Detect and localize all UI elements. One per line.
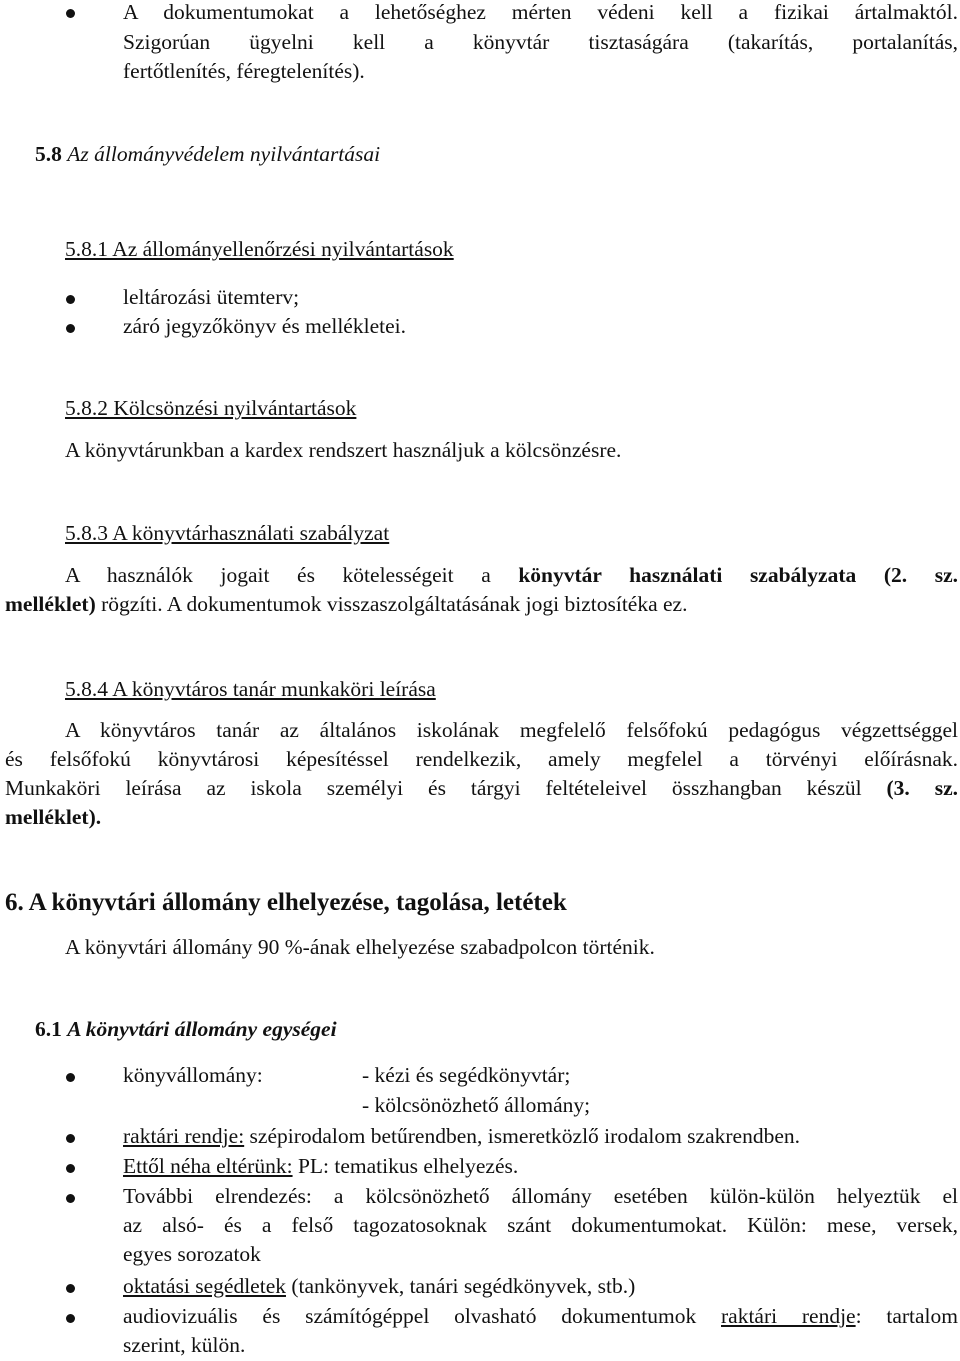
bullet-icon [66, 1194, 75, 1203]
underlined-segment: Ettől néha eltérünk: [123, 1154, 293, 1178]
bullet-icon [66, 1073, 75, 1082]
list-item-line-1: További elrendezés: a kölcsönözhető állomány esetében külön-külön helyeztük el [123, 1184, 958, 1208]
section-title: A könyvtári állomány elhelyezése, tagolása, letétek [28, 889, 567, 916]
bullet-icon [66, 9, 75, 18]
bullet-icon [66, 1164, 75, 1173]
text-segment: szépirodalom betűrendben, ismeretközlő irodalom szakrendben. [244, 1124, 801, 1148]
bullet-icon [66, 324, 75, 333]
list-item-line-1 [123, 1304, 958, 1329]
bold-segment: melléklet) [5, 592, 96, 616]
text-segment: : tartalom [855, 1304, 959, 1328]
text-segment: PL: tematikus elhelyezés. [292, 1154, 519, 1178]
text-segment: A használók jogait és kötelességeit a [65, 563, 491, 587]
list-item-label: könyvállomány: [123, 1063, 263, 1087]
bullet-icon [66, 295, 75, 304]
section-5-8-4-title: 5.8.4 A könyvtáros tanár munkaköri leírása [65, 677, 436, 701]
section-5-8-4-line-1: A könyvtáros tanár az általános iskolának megfelelő felsőfokú pedagógus végzettséggel [65, 718, 958, 742]
intro-line-1: A dokumentumokat a lehetőséghez mérten védeni kell a fizikai ártalmaktól. [123, 0, 958, 24]
section-5-8-4-line-3 [5, 776, 958, 801]
list-item-line-3: egyes sorozatok [123, 1242, 261, 1266]
section-title: Az állományvédelem nyilvántartásai [67, 142, 381, 166]
section-5-8-heading [35, 142, 380, 167]
section-6-heading [5, 889, 567, 917]
text-segment: audiovizuális és számítógéppel olvasható dokumentumok [123, 1304, 697, 1328]
list-item-line-2: szerint, külön. [123, 1333, 246, 1357]
list-item [123, 1124, 800, 1149]
list-item [123, 1154, 518, 1179]
list-item: záró jegyzőkönyv és mellékletei. [123, 314, 406, 338]
section-number: 5.8 [35, 142, 62, 166]
text-segment: rögzíti. A dokumentumok visszaszolgáltatásának jogi biztosítéka ez. [95, 592, 688, 616]
section-5-8-3-line-2 [5, 592, 687, 617]
bullet-icon [66, 1284, 75, 1293]
section-title: A könyvtári állomány egységei [67, 1017, 337, 1041]
bullet-icon [66, 1314, 75, 1323]
underlined-segment: raktári rendje [721, 1304, 856, 1328]
bold-segment: (3. sz. [886, 776, 958, 800]
list-item-value: - kölcsönözhető állomány; [362, 1093, 591, 1117]
intro-line-2: Szigorúan ügyelni kell a könyvtár tisztaságára (takarítás, portalanítás, [123, 30, 958, 54]
underlined-segment: raktári rendje: [123, 1124, 245, 1148]
underlined-segment: oktatási segédletek [123, 1274, 286, 1298]
section-5-8-4-line-2: és felsőfokú könyvtárosi képesítéssel rendelkezik, amely megfelel a törvényi előírásnak. [5, 747, 958, 771]
section-5-8-1-title: 5.8.1 Az állományellenőrzési nyilvántartások [65, 237, 454, 261]
list-item: leltározási ütemterv; [123, 285, 300, 309]
section-5-8-3-line-1 [65, 563, 958, 588]
list-item-line-2: az alsó- és a felső tagozatosoknak szánt dokumentumokat. Külön: mese, versek, [123, 1213, 958, 1237]
section-6-text: A könyvtári állomány 90 %-ának elhelyezése szabadpolcon történik. [65, 935, 655, 959]
section-number: 6. [5, 889, 24, 916]
section-5-8-3-title: 5.8.3 A könyvtárhasználati szabályzat [65, 521, 390, 545]
text-segment [721, 1304, 958, 1328]
section-6-1-heading [35, 1017, 337, 1042]
section-5-8-2-title: 5.8.2 Kölcsönzési nyilvántartások [65, 396, 357, 420]
section-5-8-4-line-4 [5, 805, 101, 830]
section-number: 6.1 [35, 1017, 62, 1041]
section-5-8-2-text: A könyvtárunkban a kardex rendszert használjuk a kölcsönzésre. [65, 438, 622, 462]
bold-segment: könyvtár használati szabályzata (2. sz. [518, 563, 958, 587]
intro-line-3: fertőtlenítés, féregtelenítés). [123, 59, 365, 83]
list-item-value: - kézi és segédkönyvtár; [362, 1063, 571, 1087]
list-item [123, 1274, 635, 1299]
bullet-icon [66, 1134, 75, 1143]
text-segment: Munkaköri leírása az iskola személyi és tárgyi feltételeivel összhangban készül [5, 776, 862, 800]
bold-segment: melléklet). [5, 805, 102, 829]
text-segment: (tankönyvek, tanári segédkönyvek, stb.) [285, 1274, 636, 1298]
